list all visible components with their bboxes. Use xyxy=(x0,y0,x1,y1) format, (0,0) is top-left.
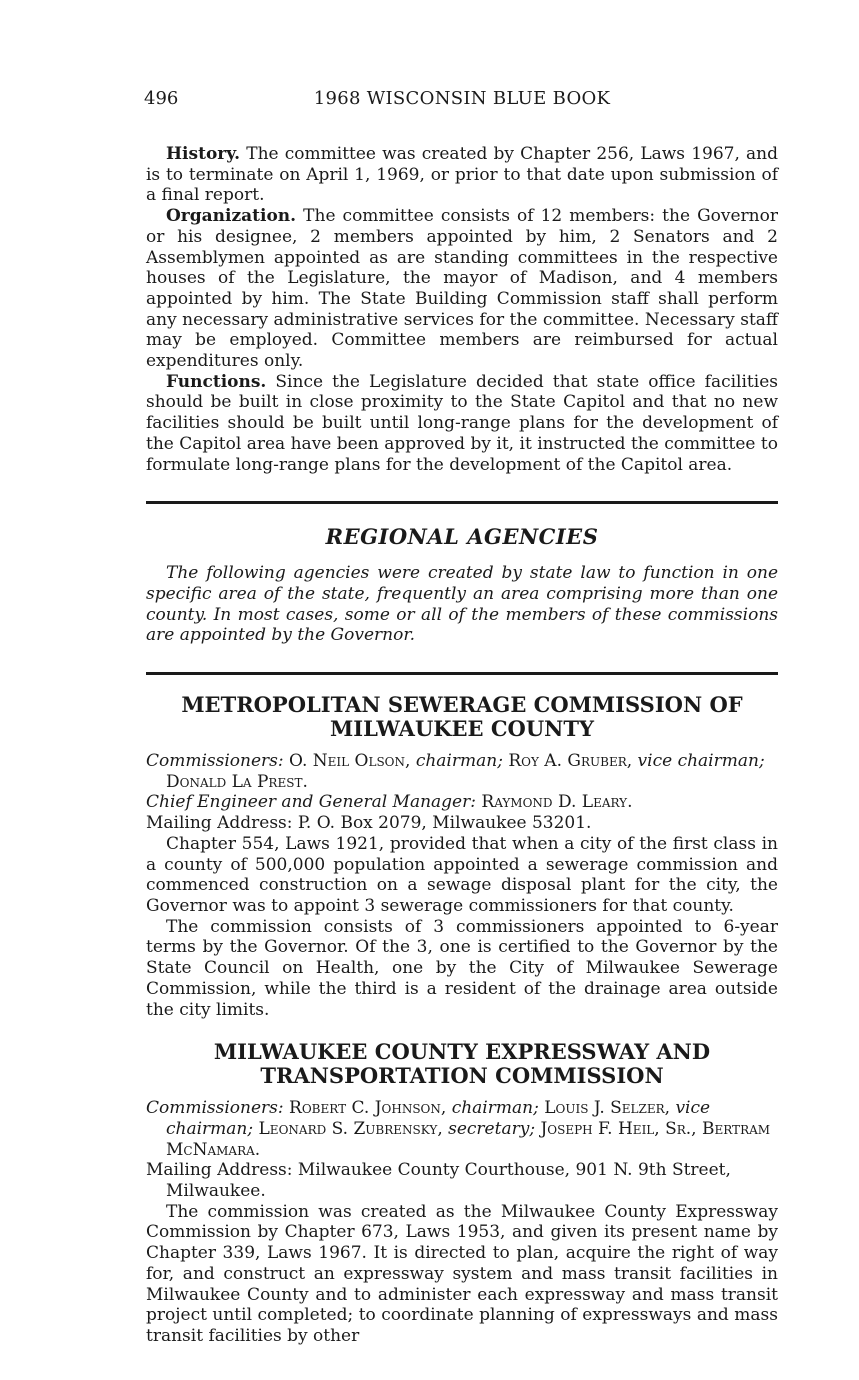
regional-agencies-intro: The following agencies were created by state law to function in one specific area of the state, frequently an area comprising more than one county. In most cases, some or all of the members of these commissions are appointed by the Governor. xyxy=(146,563,778,646)
title-line: MILWAUKEE COUNTY xyxy=(330,716,594,742)
expressway-commission-section xyxy=(146,1040,778,1346)
sewerage-commission-section xyxy=(146,693,778,1020)
commissioner-name: O. Neil Olson xyxy=(289,751,406,772)
section-divider xyxy=(146,501,778,504)
title-line: METROPOLITAN SEWERAGE COMMISSION OF xyxy=(181,692,743,718)
organization-label: Organization. xyxy=(166,206,297,227)
running-header xyxy=(146,80,778,120)
title-line: MILWAUKEE COUNTY EXPRESSWAY AND xyxy=(213,1039,711,1065)
history-label: History. xyxy=(166,144,241,164)
mailing-address: Mailing Address: Milwaukee County Courthouse, 901 N. 9th Street, Milwaukee. xyxy=(146,1160,731,1202)
expressway-commission-title xyxy=(146,1040,778,1088)
committee-section xyxy=(146,144,778,475)
commissioners-list: Commissioners: Robert C. Johnson, chairman; Louis J. Selzer, vice chairman; Leonard S. Zubrensky, secretary; Joseph F. Heil, Sr., Bertram McNamara. xyxy=(146,1098,771,1160)
organization-text: The committee consists of 12 members: the Governor or his designee, 2 members appointed by him, 2 Senators and 2 Assemblymen appointed as are standing committees in the respective houses of the Legislature, the mayor of Madison, and 4 members appointed by him. The State Building Commission staff shall perform any necessary administrative services for the committee. Necessary staff may be employed. Committee members are reimbursed for actual expenditures only. xyxy=(146,206,778,372)
commissioner-role: chairman; xyxy=(451,1098,539,1119)
body-paragraph: Chapter 554, Laws 1921, provided that when a city of the first class in a county of 500,000 population appointed a sewerage commission and commenced construction on a sewage disposal plant for the city, the Governor was to appoint 3 sewerage commissioners for that county. xyxy=(146,833,778,916)
mailing-address: Mailing Address: P. O. Box 2079, Milwaukee 53201. xyxy=(146,813,592,834)
commissioner-role: vice chairman; xyxy=(637,751,765,772)
commissioners-label: Commissioners: xyxy=(146,751,284,772)
commissioner-name: Leonard S. Zubrensky xyxy=(258,1118,438,1139)
page-number: 496 xyxy=(144,88,179,109)
body-paragraph: The commission consists of 3 commissioners appointed to 6-year terms by the Governor. Of the 3, one is certified to the Governor by the State Council on Health, one by the City of Milwaukee Sewerage Commission, while the third is a resident of the drainage area outside the city limits. xyxy=(146,916,778,1020)
sewerage-commission-title xyxy=(146,693,778,741)
chief-engineer xyxy=(146,792,778,813)
commissioner-name: Louis J. Selzer xyxy=(544,1098,665,1119)
history-paragraph xyxy=(146,144,778,206)
book-title: 1968 WISCONSIN BLUE BOOK xyxy=(313,88,611,109)
commissioner-name: Donald La Prest. xyxy=(166,771,308,792)
commissioner-name: Roy A. Gruber xyxy=(508,751,627,772)
commissioner-role: vice chairman; xyxy=(166,1098,711,1139)
functions-paragraph xyxy=(146,372,778,476)
chief-engineer-label: Chief Engineer and General Manager: xyxy=(146,792,476,813)
commissioner-name: Robert C. Johnson xyxy=(289,1098,441,1119)
functions-label: Functions. xyxy=(166,371,267,392)
organization-paragraph xyxy=(146,206,778,372)
regional-agencies-heading: REGIONAL AGENCIES xyxy=(325,524,599,550)
commissioners-label: Commissioners: xyxy=(146,1098,284,1119)
chief-engineer-name: Raymond D. Leary. xyxy=(481,792,633,813)
commissioners-list: Commissioners: O. Neil Olson, chairman; Roy A. Gruber, vice chairman; Donald La Prest. xyxy=(146,751,765,792)
commissioner-name: Bertram McNamara. xyxy=(166,1118,771,1160)
regional-agencies-section xyxy=(146,524,778,646)
commissioner-role: secretary; xyxy=(448,1118,536,1139)
commissioner-name: Joseph F. Heil, Sr. xyxy=(540,1118,692,1139)
history-text: The committee was created by Chapter 256, Laws 1967, and is to terminate on April 1, 1969, or prior to that date upon submission of a final report. xyxy=(146,144,778,206)
functions-text: Since the Legislature decided that state office facilities should be built in close proximity to the State Capitol and that no new facilities should be built until long-range plans for the development of the Capitol area have been approved by it, it instructed the committee to formulate long-range plans for the development of the Capitol area. xyxy=(146,371,778,475)
title-line: TRANSPORTATION COMMISSION xyxy=(260,1063,664,1089)
section-divider xyxy=(146,672,778,675)
body-paragraph: The commission was created as the Milwaukee County Expressway Commission by Chapter 673, Laws 1953, and given its present name by Chapter 339, Laws 1967. It is directed to plan, acquire the right of way for, and construct an expressway system and mass transit facilities in Milwaukee County and to administer each expressway and mass transit project until completed; to coordinate planning of expressways and mass transit facilities by other xyxy=(146,1201,778,1346)
document-page xyxy=(146,80,778,1347)
commissioner-role: chairman; xyxy=(415,751,503,772)
